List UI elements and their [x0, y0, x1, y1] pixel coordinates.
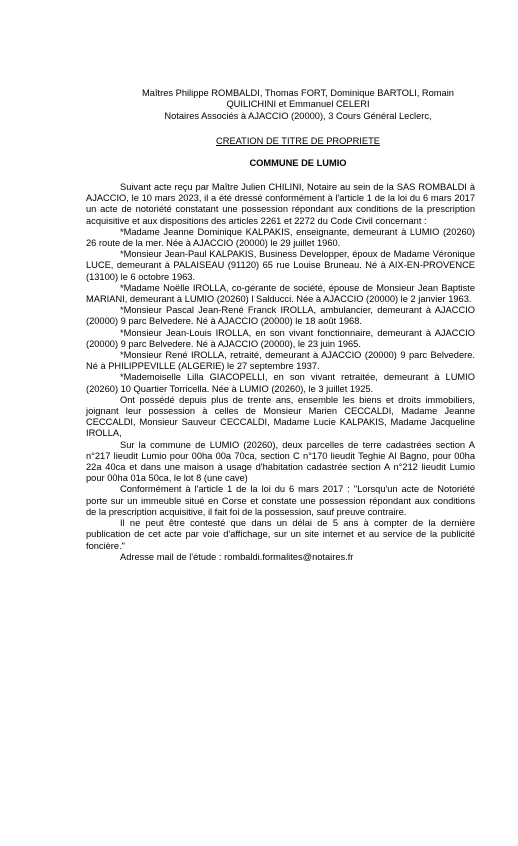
party-1-paragraph: *Madame Jeanne Dominique KALPAKIS, enseignante, demeurant à LUMIO (20260) 26 route de la mer. Née à AJACCIO (20000) le 29 juillet 1960.	[86, 226, 475, 249]
law-paragraph: Conformément à l'article 1 de la loi du 6 mars 2017 : "Lorsqu'un acte de Notoriété porte sur un immeuble situé en Corse et constate une possession répondant aux conditions de la prescription acquisitive, il fait foi de la possession, sauf preuve contraire.	[86, 484, 475, 517]
header-line-1: Maîtres Philippe ROMBALDI, Thomas FORT, Dominique BARTOLI, Romain	[142, 88, 454, 98]
header-line-2: QUILICHINI et Emmanuel CELERI	[226, 99, 370, 110]
possession-paragraph: Ont possédé depuis plus de trente ans, ensemble les biens et droits immobiliers, joignant leur possession à celles de Monsieur Marien CECCALDI, Madame Jeanne CECCALDI, Monsieur Sauveur CECCALDI, Madame Lucie KALPAKIS, Madame Jacqueline IROLLA,	[86, 394, 475, 439]
document-title: CREATION DE TITRE DE PROPRIETE	[216, 136, 380, 146]
parcels-paragraph: Sur la commune de LUMIO (20260), deux parcelles de terre cadastrées section A n°217 lieudit Lumio pour 00ha 00a 70ca, section C n°170 lieudit Teghie Al Bagno, pour 00ha 22a 40ca et dans une maison à usage d'habitation cadastrée section A n°212 lieudit Lumio pour 00ha 01a 50ca, le lot 8 (une cave)	[86, 439, 475, 484]
commune-heading: COMMUNE DE LUMIO	[249, 158, 347, 168]
contest-paragraph: Il ne peut être contesté que dans un délai de 5 ans à compter de la dernière publication de cet acte par voie d'affichage, sur un site internet et au service de la publicité foncière."	[86, 518, 475, 551]
party-7-paragraph: *Mademoiselle Lilla GIACOPELLI, en son vivant retraitée, demeurant à LUMIO (20260) 10 Quartier Torricella. Née à LUMIO (20260), le 3 juillet 1925.	[86, 372, 475, 394]
party-5-paragraph: *Monsieur Jean-Louis IROLLA, en son vivant fonctionnaire, demeurant à AJACCIO (20000) 9 parc Belvedere. Né à AJACCIO (20000), le 23 juin 1965.	[86, 327, 475, 349]
intro-paragraph: Suivant acte reçu par Maître Julien CHILINI, Notaire au sein de la SAS ROMBALDI à AJACCIO, le 10 mars 2023, il a été dressé conformément à l'article 1 de la loi du 6 mars 2017 un acte de notoriété constatant une possession répondant aux conditions de la prescription acquisitive et aux dispositions des articles 2261 et 2272 du Code Civil concernant :	[86, 182, 475, 226]
email-line: Adresse mail de l'étude : rombaldi.formalites@notaires.fr	[120, 551, 354, 562]
notice-body	[86, 182, 475, 563]
party-2-paragraph: *Monsieur Jean-Paul KALPAKIS, Business Developper, époux de Madame Véronique LUCE, demeurant à PALAISEAU (91120) 65 rue Louise Bruneau. Né à AIX-EN-PROVENCE (13100) le 6 octobre 1963.	[86, 249, 475, 282]
notary-header	[110, 88, 486, 122]
party-6-paragraph: *Monsieur René IROLLA, retraité, demeurant à AJACCIO (20000) 9 parc Belvedere. Né à PHILIPPEVILLE (ALGERIE) le 27 septembre 1937.	[86, 350, 475, 372]
party-4-paragraph: *Monsieur Pascal Jean-René Franck IROLLA, ambulancier, demeurant à AJACCIO (20000) 9 parc Belvedere. Né à AJACCIO (20000) le 18 août 1968.	[86, 305, 475, 327]
party-3-paragraph: *Madame Noëlle IROLLA, co-gérante de société, épouse de Monsieur Jean Baptiste MARIANI, demeurant à LUMIO (20260) l Salducci. Née à AJACCIO (20000) le 2 janvier 1963.	[86, 282, 475, 305]
header-line-3: Notaires Associés à AJACCIO (20000), 3 Cours Général Leclerc,	[164, 110, 432, 121]
